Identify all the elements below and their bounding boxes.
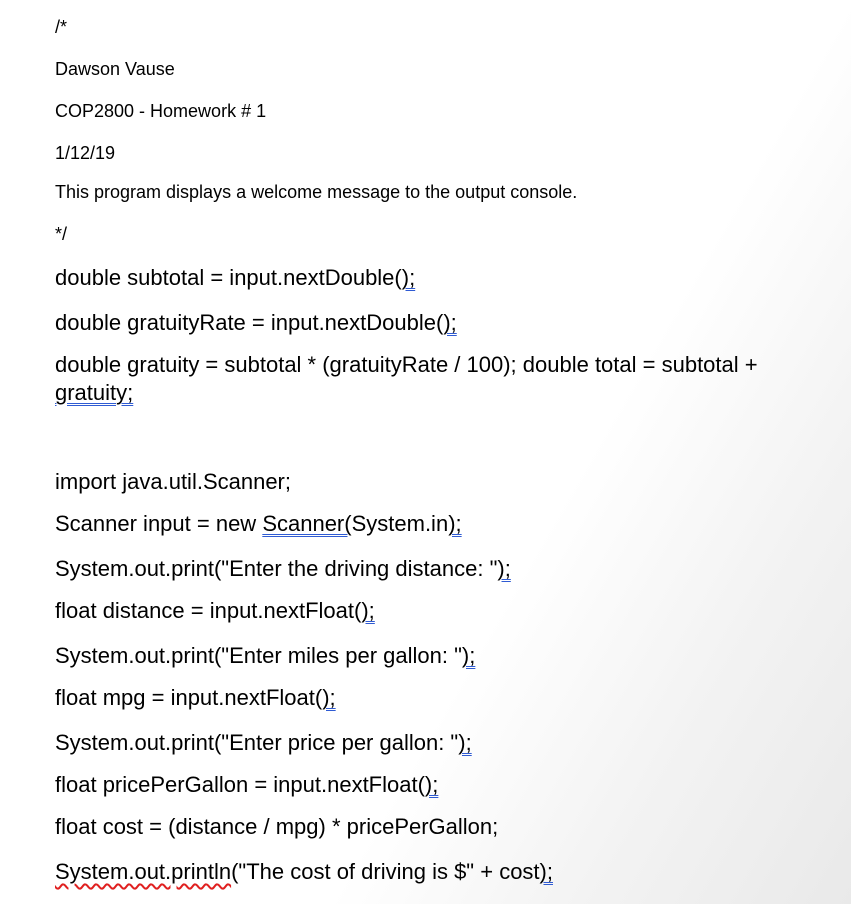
grammar-flag[interactable]: Scanner( [262,511,352,536]
code-line-import: import java.util.Scanner; [55,469,291,494]
code-line-distance [55,597,375,625]
date: 1/12/19 [55,143,116,163]
code-line-mpg [55,684,336,712]
code-text: System.out.print("Enter price per gallon: " [55,730,459,755]
grammar-flag[interactable]: ); [497,556,511,581]
code-line-gratuity-rate [55,309,457,337]
code-line-cost: float cost = (distance / mpg) * pricePerGallon; [55,814,499,839]
author-name: Dawson Vause [55,59,175,79]
comment-close: */ [55,224,68,244]
code-line-gratuity-total [55,351,795,407]
grammar-flag[interactable]: gratuity; [55,380,134,405]
code-text: float distance = input.nextFloat( [55,598,362,623]
grammar-flag[interactable]: ); [461,643,476,668]
code-line-print-mpg [55,642,475,670]
grammar-flag[interactable]: ); [361,598,375,623]
code-line-print-distance [55,555,511,583]
code-text: System.out.print("Enter miles per gallon: " [55,643,462,668]
code-line-subtotal [55,264,415,292]
grammar-flag[interactable]: ); [424,772,439,797]
code-text: ("The cost of driving is $" + cost [231,859,540,884]
code-text: double subtotal = input.nextDouble( [55,265,402,290]
grammar-flag[interactable]: ); [322,685,336,710]
course-title: COP2800 - Homework # 1 [55,101,267,121]
code-text: Scanner input = new [55,511,263,536]
grammar-flag[interactable]: ); [448,511,462,536]
code-text: System.in [351,511,449,536]
grammar-flag[interactable]: ); [539,859,553,884]
code-line-println [55,858,553,886]
code-line-print-price [55,729,472,757]
grammar-flag[interactable]: ); [458,730,472,755]
grammar-flag[interactable]: ); [443,310,457,335]
spelling-flag[interactable]: System.out.println [55,859,232,884]
grammar-flag[interactable]: ); [401,265,416,290]
code-text: float mpg = input.nextFloat( [55,685,323,710]
code-text: System.out.print("Enter the driving distance: " [55,556,498,581]
code-text: float pricePerGallon = input.nextFloat( [55,772,425,797]
comment-open: /* [55,17,68,37]
code-text: double gratuity = subtotal * (gratuityRate / 100); double total = subtotal + [55,352,758,377]
code-line-price [55,771,438,799]
code-line-scanner [55,510,462,538]
code-text: double gratuityRate = input.nextDouble( [55,310,444,335]
description: This program displays a welcome message to the output console. [55,182,578,202]
